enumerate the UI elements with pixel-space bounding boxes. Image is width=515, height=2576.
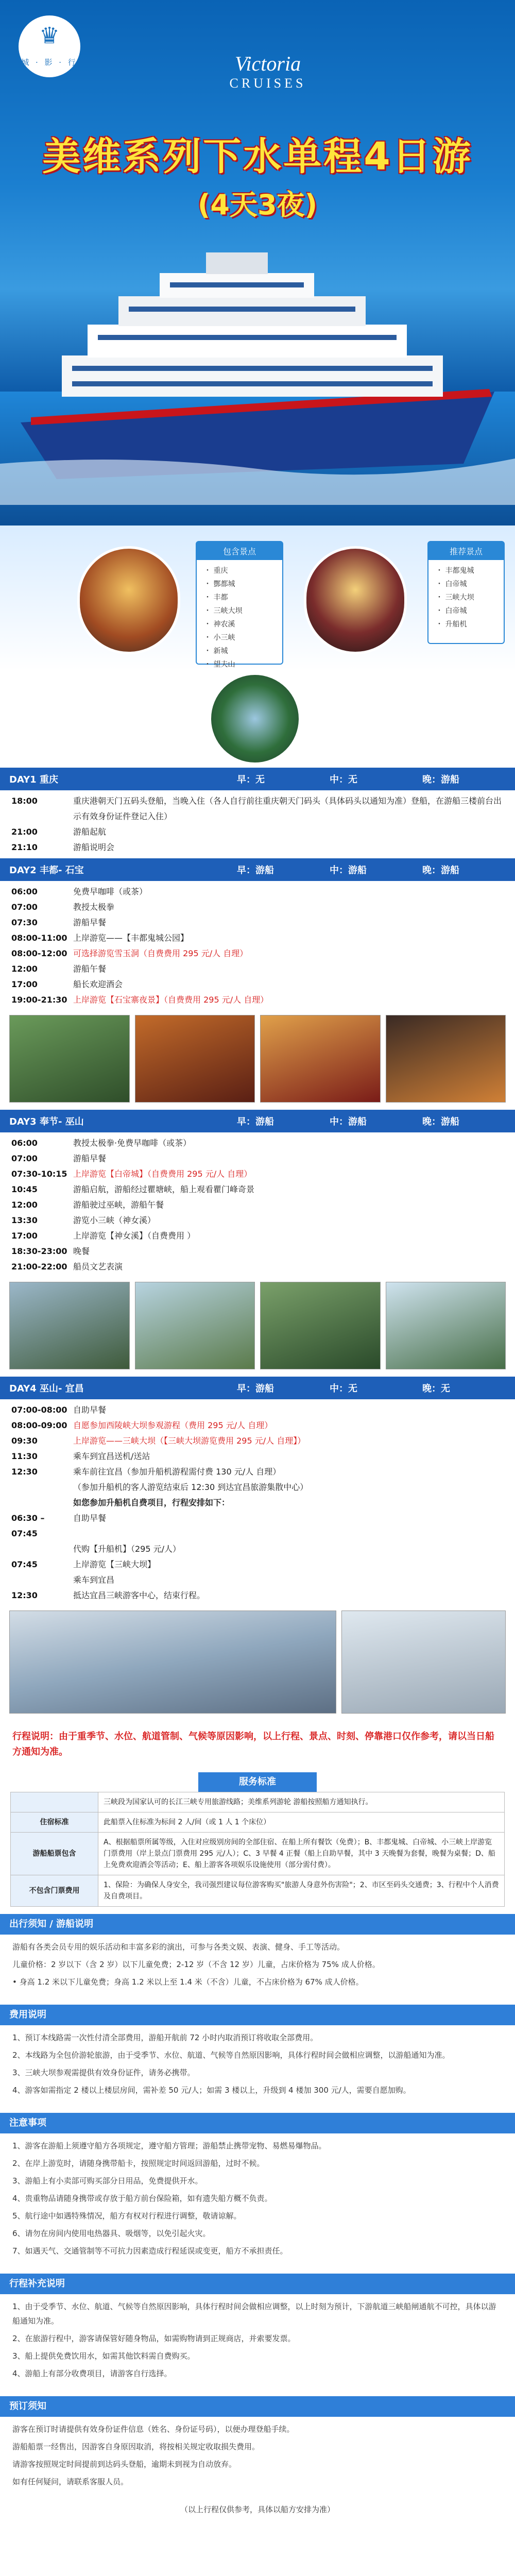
list-item: ・ 望夫山 xyxy=(204,660,235,669)
photo xyxy=(9,1015,130,1103)
schedule-row: 代购【升船机】（295 元/人） xyxy=(73,1544,181,1554)
day2-block xyxy=(0,858,515,1110)
brand-line1: Victoria xyxy=(234,52,301,75)
paragraph: 1、预订本线路需一次性付清全部费用，游船开航前 72 小时内取消预订将收取全部费用。 xyxy=(12,2033,318,2042)
schedule-row: 11:30 乘车到宜昌送机/送站 xyxy=(11,1451,150,1461)
day-header xyxy=(0,1377,515,1399)
page-title: 美维系列下水单程4日游 xyxy=(42,134,473,179)
schedule-row: 21:10 游船说明会 xyxy=(11,842,115,852)
dinner: 晚：无 xyxy=(422,1383,450,1394)
schedule-row: 12:30 乘车前往宜昌（参加升船机游程需付费 130 元/人 自理） xyxy=(11,1467,281,1477)
schedule-row: 09:30 上岸游览——三峡大坝（【三峡大坝游览费用 295 元/人 自理】） xyxy=(11,1436,306,1446)
schedule-row: 07:00 游船早餐 xyxy=(11,1154,107,1163)
itinerary-warning: 行程说明：由于重季节、水位、航道管制、气候等原因影响，以上行程、景点、时刻、停靠港口仅作参考，请以当日船方通知为准。 xyxy=(12,1731,494,1757)
paragraph: 游客在预订时请提供有效身份证件信息（姓名、身份证号码），以便办理登船手续。 xyxy=(12,2425,295,2434)
section-bar: 费用说明 xyxy=(0,2005,515,2025)
lunch: 中：无 xyxy=(330,774,357,785)
paragraph: 如有任何疑问，请联系客服人员。 xyxy=(12,2477,129,2486)
brand-logo xyxy=(19,15,80,77)
paragraph: 3、游船上有小卖部可购买部分日用品，免费提供开水。 xyxy=(12,2176,203,2185)
city-photo xyxy=(77,546,180,654)
footer-note: （以上行程仅供参考，具体以船方安排为准） xyxy=(180,2505,335,2514)
dinner: 晚：游船 xyxy=(422,1116,459,1127)
lunch: 中：游船 xyxy=(330,1116,367,1127)
schedule-row: 18:00 重庆港朝天门五码头登船，当晚入住（各人自行前往重庆朝天门码头（具体码头以通知为准）登船，在游船三楼前台出示有效身份证件登记入住） xyxy=(11,796,502,821)
paragraph: 5、航行途中如遇特殊情况，船方有权对行程进行调整，敬请谅解。 xyxy=(12,2211,242,2221)
list-item: ・ 小三峡 xyxy=(204,634,235,642)
photo xyxy=(386,1282,506,1369)
schedule-row: 19:00-21:30 上岸游览【石宝寨夜景】（自费费用 295 元/人 自理） xyxy=(11,995,269,1005)
section-bar: 行程补充说明 xyxy=(0,2274,515,2294)
crown-icon: ♛ xyxy=(39,23,60,49)
list-item: ・ 酆都城 xyxy=(204,580,235,588)
day1-block xyxy=(0,768,515,858)
recommended-spots-title: 推荐景点 xyxy=(428,542,504,560)
schedule-row: 07:30-10:15 上岸游览【白帝城】（自费费用 295 元/人 自理） xyxy=(11,1169,252,1179)
day-schedule xyxy=(0,1132,515,1278)
day-title: DAY4 巫山- 宜昌 xyxy=(9,1383,84,1394)
paragraph: 游船船票一经售出，因游客自身原因取消，将按相关规定收取损失费用。 xyxy=(12,2442,260,2451)
paragraph: 3、船上提供免费饮用水，如需其他饮料需自费购买。 xyxy=(12,2351,195,2361)
day-title: DAY1 重庆 xyxy=(9,774,58,785)
list-item: ・ 重庆 xyxy=(204,567,228,575)
day3-block xyxy=(0,1110,515,1377)
schedule-row: 07:00-08:00 自助早餐 xyxy=(11,1405,107,1415)
list-item: ・ 白帝城 xyxy=(436,580,467,588)
schedule-row: 12:30 抵达宜昌三峡游客中心，结束行程。 xyxy=(11,1590,205,1600)
schedule-row: 12:00 游船驶过巫峡，游船午餐 xyxy=(11,1200,164,1210)
table-row: 三峡段为国家认可的长江三峡专用旅游线路；美维系列游轮 游船按照船方通知执行。 xyxy=(11,1792,505,1812)
table-row: 不包含门票费用 1、保险：为确保人身安全，我司强烈建议每位游客购买"旅游人身意外伤害险"；2、市区至码头交通费；3、行程中个人消费及自费项目。 xyxy=(11,1875,505,1907)
paragraph: 7、如遇天气、交通管制等不可抗力因素造成行程延误或变更，船方不承担责任。 xyxy=(12,2246,288,2256)
photo-strip xyxy=(0,1606,515,1721)
hero-banner xyxy=(0,0,515,526)
photo-strip xyxy=(0,1011,515,1110)
day-header xyxy=(0,858,515,881)
table-row: 住宿标准 此船票入住标准为标间 2 人/间（或 1 人 1 个床位） xyxy=(11,1812,505,1833)
brand-line2: CRUISES xyxy=(229,76,306,91)
list-item: ・ 丰都 xyxy=(204,594,228,602)
day-schedule xyxy=(0,1399,515,1606)
service-title: 服务标准 xyxy=(198,1772,317,1792)
schedule-row: 18:30-23:00 晚餐 xyxy=(11,1246,90,1256)
breakfast: 早：游船 xyxy=(237,1383,274,1394)
photo-strip xyxy=(0,1278,515,1377)
paragraph: • 身高 1.2 米以下儿童免费；身高 1.2 米以上至 1.4 米（不含）儿童，不占床价格为 67% 成人价格。 xyxy=(12,1977,364,1987)
list-item: ・ 升船机 xyxy=(436,620,467,629)
photo xyxy=(9,1282,130,1369)
victoria-brand xyxy=(170,31,366,103)
cruise-ship-illustration xyxy=(0,237,515,505)
schedule-row: 21:00-22:00 船员文艺表演 xyxy=(11,1262,123,1272)
schedule-row: 08:00-09:00 自愿参加西陵峡大坝参观游程（费用 295 元/人 自理） xyxy=(11,1420,273,1430)
schedule-row: 08:00-11:00 上岸游览——【丰都鬼城公园】 xyxy=(11,933,189,943)
paragraph: 1、由于受季节、水位、航道、气候等自然原因影响，具体行程时间会做相应调整，以上时刻为预计，下游航道三峡船闸通航不可控，具体以游船通知为准。 xyxy=(12,2302,496,2326)
gorge-photo xyxy=(211,675,299,762)
photo xyxy=(260,1015,381,1103)
included-spots-box xyxy=(196,541,283,669)
list-item: ・ 神农溪 xyxy=(204,620,235,629)
day-title: DAY2 丰都- 石宝 xyxy=(9,865,84,876)
dinner: 晚：游船 xyxy=(422,865,459,876)
paragraph: 3、三峡大坝参观需提供有效身份证件，请务必携带。 xyxy=(12,2068,195,2077)
schedule-row: （参加升船机的客人游览结束后 12:30 到达宜昌旅游集散中心） xyxy=(73,1482,308,1492)
breakfast: 早：无 xyxy=(237,774,265,785)
intro-section xyxy=(0,526,515,768)
section-bar: 注意事项 xyxy=(0,2113,515,2133)
temple-photo xyxy=(304,546,407,654)
service-table xyxy=(10,1792,505,1907)
paragraph: 4、游客如需指定 2 楼以上楼层房间，需补差 50 元/人；如需 3 楼以上，升级到 4 楼加 300 元/人，需要自愿加购。 xyxy=(12,2086,411,2095)
list-item: ・ 白帝城 xyxy=(436,607,467,615)
lunch: 中：无 xyxy=(330,1383,357,1394)
schedule-row: 12:00 游船午餐 xyxy=(11,964,107,974)
paragraph: 游船有各类会员专用的娱乐活动和丰富多彩的演出，可参与各类文娱、表演、健身、手工等活动。 xyxy=(12,1942,345,1952)
schedule-row: 10:45 游船启航，游船经过瞿塘峡，船上观看瞿门峰奇景 xyxy=(11,1184,255,1194)
lunch: 中：游船 xyxy=(330,865,367,876)
schedule-row: 08:00-12:00 可选择游览雪玉洞（自费费用 295 元/人 自理） xyxy=(11,948,248,958)
schedule-row: 07:45 上岸游览【三峡大坝】 xyxy=(11,1560,156,1569)
day-title: DAY3 奉节- 巫山 xyxy=(9,1116,84,1127)
list-item: ・ 丰都鬼城 xyxy=(436,567,474,575)
day-schedule xyxy=(0,881,515,1011)
recommended-spots-box xyxy=(427,541,505,644)
schedule-row: 13:30 游览小三峡（神女溪） xyxy=(11,1215,156,1225)
paragraph: 请游客按照规定时间提前到达码头登船，逾期未到视为自动放弃。 xyxy=(12,2460,237,2469)
photo xyxy=(260,1282,381,1369)
section-bar: 预订须知 xyxy=(0,2396,515,2417)
photo xyxy=(135,1015,255,1103)
schedule-row: 06:30 – 07:45 自助早餐 xyxy=(11,1513,107,1538)
day-header xyxy=(0,1110,515,1132)
breakfast: 早：游船 xyxy=(237,1116,274,1127)
section-bar: 出行须知 / 游船说明 xyxy=(0,1914,515,1935)
schedule-row: 17:00 上岸游览【神女溪】（自费费用 ） xyxy=(11,1231,196,1241)
breakfast: 早：游船 xyxy=(237,865,274,876)
included-spots-title: 包含景点 xyxy=(197,542,282,560)
dam-photo xyxy=(9,1611,336,1714)
dinner: 晚：游船 xyxy=(422,774,459,785)
list-item: ・ 三峡大坝 xyxy=(204,607,243,615)
schedule-row: 乘车到宜昌 xyxy=(73,1575,115,1585)
list-item: ・ 三峡大坝 xyxy=(436,594,474,602)
paragraph: 1、游客在游船上须遵守船方各项规定，遵守船方管理；游船禁止携带宠物、易燃易爆物品。 xyxy=(12,2141,327,2150)
paragraph: 6、请勿在房间内使用电热器具、吸烟等，以免引起火灾。 xyxy=(12,2229,211,2238)
logo-text: 城 · 影 · 行 xyxy=(21,58,78,67)
photo xyxy=(386,1015,506,1103)
page-subtitle: (4天3夜) xyxy=(197,189,318,221)
table-row: 游船船票包含 A、根据船票所属等级，入住对应级别房间的全部住宿、在船上所有餐饮（免费）；B、丰都鬼城、白帝城、小三峡上岸游览门票费用（岸上景点门票费用 295 元/人）；C、3 早餐 4 正餐（船上自助早餐，其中 3 天晚餐为套餐，晚餐为桌餐；D、船上免费欢迎酒会等活动；E、船上游客各项娱乐设施使用（部分需付费）。 xyxy=(11,1833,505,1875)
list-item: ・ 新城 xyxy=(204,647,228,655)
paragraph: 儿童价格：2 岁以下（含 2 岁）以下儿童免费；2-12 岁（不含 12 岁）儿童，占床价格为 75% 成人价格。 xyxy=(12,1960,380,1969)
paragraph: 4、贵重物品请随身携带或存放于船方前台保险箱，如有遗失船方概不负责。 xyxy=(12,2194,272,2203)
schedule-row: 如您参加升船机自费项目，行程安排如下： xyxy=(73,1498,230,1507)
info-section xyxy=(0,1914,515,2522)
schedule-row: 17:00 船长欢迎酒会 xyxy=(11,979,123,989)
paragraph: 4、游船上有部分收费项目，请游客自行选择。 xyxy=(12,2369,172,2378)
paragraph: 2、在岸上游览时，请随身携带船卡，按照规定时间返回游船，过时不候。 xyxy=(12,2159,265,2168)
schedule-row: 21:00 游船起航 xyxy=(11,827,107,837)
paragraph: 2、在旅游行程中，游客请保管好随身物品，如需购物请到正规商店，并索要发票。 xyxy=(12,2334,296,2343)
schedule-row: 06:00 教授太极拳·免费早咖啡（或茶） xyxy=(11,1138,192,1148)
photo xyxy=(135,1282,255,1369)
service-section xyxy=(0,1768,515,1907)
schedule-row: 06:00 免费早咖啡（或茶） xyxy=(11,887,148,896)
day4-block xyxy=(0,1377,515,1721)
paragraph: 2、本线路为全包价游轮旅游，由于受季节、水位、航道、气候等自然原因影响，具体行程时间会做相应调整，以游船通知为准。 xyxy=(12,2050,450,2060)
schedule-row: 07:30 游船早餐 xyxy=(11,918,107,927)
day-header xyxy=(0,768,515,790)
day-schedule xyxy=(0,790,515,858)
schedule-row: 07:00 教授太极拳 xyxy=(11,902,115,912)
photo xyxy=(341,1611,506,1714)
